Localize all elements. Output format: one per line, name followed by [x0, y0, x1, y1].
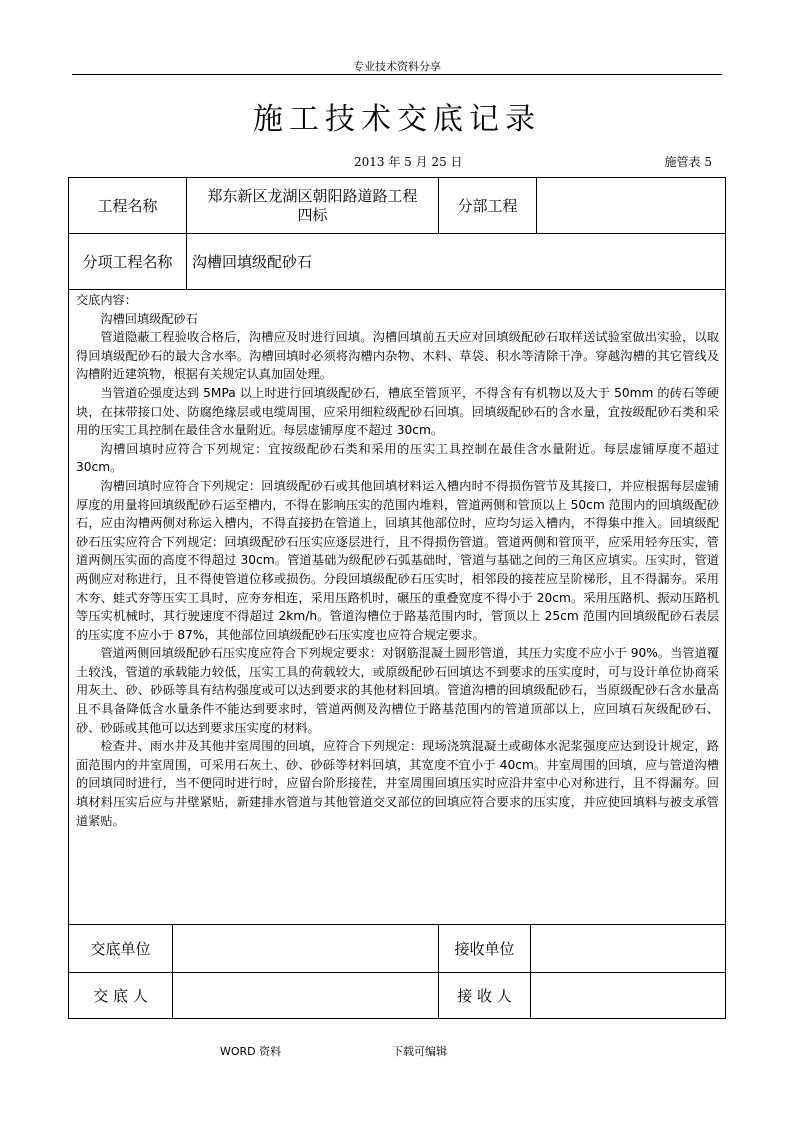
- project-name-value: 郑东新区龙湖区朝阳路道路工程四标: [207, 186, 418, 224]
- receiver-label: 接 收 人: [457, 987, 512, 1005]
- form-number: 施管表 5: [664, 155, 712, 169]
- division-label: 分部工程: [457, 197, 518, 215]
- handover-person-label: 交 底 人: [93, 987, 148, 1005]
- handover-unit-field[interactable]: [173, 925, 438, 972]
- footer-right-note: 下载可编辑: [392, 1045, 447, 1058]
- content-label: 交底内容：: [76, 293, 137, 307]
- content-paragraph: 管道隐蔽工程验收合格后，沟槽应及时进行回填。沟槽回填前五天应对回填级配砂石取样送试验室做出实验，以取得回填级配砂石的最大含水率。沟槽回填时必须将沟槽内杂物、木料、草袋、积水等清除干净。穿越沟槽的其它管线及沟槽附近建筑物，根据有关规定认真加固处理。: [76, 330, 719, 382]
- receiving-unit-field[interactable]: [531, 925, 725, 972]
- handover-unit-label: 交底单位: [90, 940, 151, 958]
- content-paragraph: 检查井、雨水井及其他井室周围的回填，应符合下列规定：现场浇筑混凝土或砌体水泥浆强度应达到设计规定，路面范围内的井室周围，可采用石灰土、砂、砂砾等材料回填，其宽度不宜小于 40cm。井室周围的回填，应与管道沟槽的回填同时进行，当不便同时进行时，应留台阶形接茬，井室周围回填压实时应沿井室中心对称进行，且不得漏夯。回填材料压实后应与井壁紧贴，新建排水管道与其他管道交叉部位的回填应符合要求的压实度，并应使回填料与被支承管道紧贴。: [76, 739, 719, 828]
- content-heading: 沟槽回填级配砂石: [100, 311, 198, 326]
- content-paragraph: 管道两侧回填级配砂石压实度应符合下列规定要求：对钢筋混凝土圆形管道，其压力实度不应小于 90%。当管道覆土较浅，管道的承载能力较低，压实工具的荷载较大，或原级配砂石回填达不到要求的压实度时，可与设计单位协商采用灰土、砂、砂砾等具有结构强度或可以达到要求的其他材料回填。管道沟槽的回填级配砂石，当原级配砂石含水量高且不具备降低含水量条件不能达到要求时，管道两侧及沟槽位于路基范围内的管道顶部以上，应回填石灰级配砂石、砂、砂砾或其他可以达到要求压实度的材料。: [76, 646, 719, 735]
- receiving-unit-label: 接收单位: [454, 940, 515, 958]
- project-name-label: 工程名称: [97, 197, 158, 215]
- subitem-value: 沟槽回填级配砂石: [192, 253, 313, 271]
- footer-left-note: WORD 资料: [220, 1045, 282, 1058]
- handover-person-field[interactable]: [173, 973, 438, 1018]
- header-note: 专业技术资料分享: [353, 60, 441, 73]
- division-value: [537, 178, 725, 233]
- document-title: 施工技术交底记录: [253, 102, 541, 137]
- disclosure-content: [69, 289, 725, 924]
- content-paragraph: 沟槽回填时应符合下列规定：回填级配砂石或其他回填材料运入槽内时不得损伤管节及其接口，并应根据每层虚铺厚度的用量将回填级配砂石运至槽内，不得在影响压实的范围内堆料，管道两侧和管顶以上 50cm 范围内的回填级配砂石，应由沟槽两侧对称运入槽内，不得直接扔在管道上，回填其他部位时，应均匀运入槽内，不得集中推入。回填级配砂石压实应符合下列规定：回填级配砂石压实应逐层进行，且不得损伤管道。管道两侧和管顶平，应采用轻夯压实，管道两侧压实面的高度不得超过 30cm。管道基础为级配砂石弧基础时，管道与基础之间的三角区应填实。压实时，管道两侧应对称进行，且不得使管道位移或损伤。分段回填级配砂石压实时，相邻段的接茬应呈阶梯形，且不得漏夯。采用木夯、蛙式夯等压实工具时，应夯夯相连，采用压路机时，碾压的重叠宽度不得小于 20cm。采用压路机、振动压路机等压实机械时，其行驶速度不得超过 2km/h。管道沟槽位于路基范围内时，管顶以上 25cm 范围内回填级配砂石表层的压实度不应小于 87%，其他部位回填级配砂石压实度也应符合规定要求。: [76, 478, 719, 642]
- disclosure-form: [68, 177, 726, 1019]
- content-paragraph: 当管道砼强度达到 5MPa 以上时进行回填级配砂石，槽底至管顶平，不得含有有机物以及大于 50mm 的砖石等硬块，在抹带接口处、防腐绝缘层或电缆周围，应采用细粒级配砂石回填。回填级配砂石的含水量，宜按级配砂石类和采用的压实工具控制在最佳含水量附近。每层虚铺厚度不超过 30cm。: [76, 385, 719, 438]
- date: 2013 年 5 月 25 日: [354, 155, 463, 169]
- content-paragraph: 沟槽回填时应符合下列规定：宜按级配砂石类和采用的压实工具控制在最佳含水量附近。每层虚铺厚度不超过 30cm。: [76, 441, 719, 475]
- header-divider: [72, 74, 722, 75]
- receiver-field[interactable]: [531, 973, 725, 1018]
- subitem-label: 分项工程名称: [82, 253, 173, 271]
